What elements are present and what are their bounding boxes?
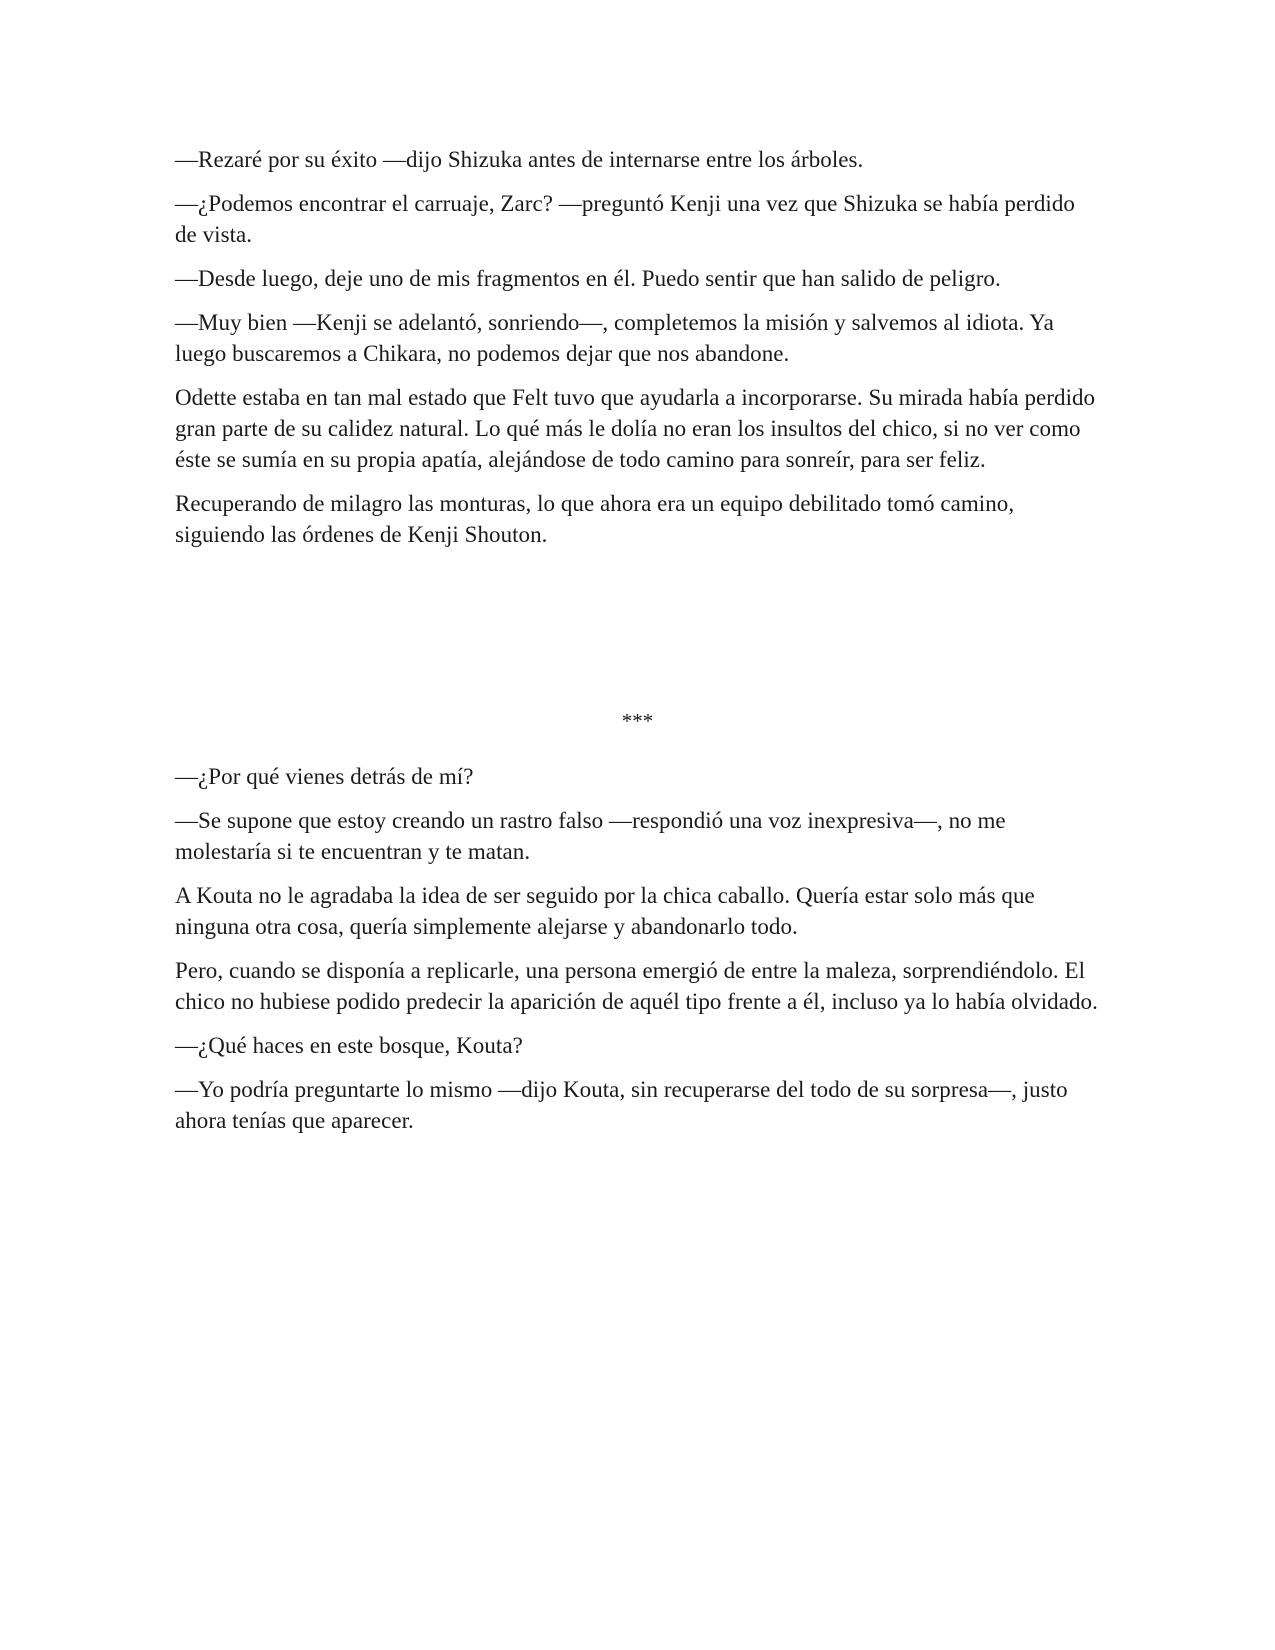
text-block-after-break <box>175 761 1100 1149</box>
scene-break: *** <box>621 709 654 733</box>
paragraph: Pero, cuando se disponía a replicarle, una persona emergió de entre la maleza, sorprendiéndolo. El chico no hubiese podido predecir la aparición de aquél tipo frente a él, incluso ya lo había olvidado. <box>175 958 1098 1014</box>
paragraph: Odette estaba en tan mal estado que Felt tuvo que ayudarla a incorporarse. Su mirada había perdido gran parte de su calidez natural. Lo qué más le dolía no eran los insultos del chico, si no ver como éste se sumía en su propia apatía, alejándose de todo camino para sonreír, para ser feliz. <box>175 385 1096 472</box>
paragraph: —Yo podría preguntarte lo mismo —dijo Kouta, sin recuperarse del todo de su sorpresa—, justo ahora tenías que aparecer. <box>175 1077 1068 1133</box>
paragraph: —Desde luego, deje uno de mis fragmentos en él. Puedo sentir que han salido de peligro. <box>175 266 1001 291</box>
paragraph: —¿Podemos encontrar el carruaje, Zarc? —preguntó Kenji una vez que Shizuka se había perdido de vista. <box>175 191 1075 247</box>
paragraph: —Rezaré por su éxito —dijo Shizuka antes de internarse entre los árboles. <box>175 147 864 172</box>
paragraph: Recuperando de milagro las monturas, lo que ahora era un equipo debilitado tomó camino, siguiendo las órdenes de Kenji Shouton. <box>175 491 1015 547</box>
paragraph: —Muy bien —Kenji se adelantó, sonriendo—, completemos la misión y salvemos al idiota. Ya luego buscaremos a Chikara, no podemos dejar que nos abandone. <box>175 310 1054 366</box>
paragraph: —Se supone que estoy creando un rastro falso —respondió una voz inexpresiva—, no me molestaría si te encuentran y te matan. <box>175 808 1006 864</box>
paragraph: A Kouta no le agradaba la idea de ser seguido por la chica caballo. Quería estar solo más que ninguna otra cosa, quería simplemente alejarse y abandonarlo todo. <box>175 883 1035 939</box>
paragraph: —¿Qué haces en este bosque, Kouta? <box>175 1033 523 1058</box>
paragraph: —¿Por qué vienes detrás de mí? <box>175 764 474 789</box>
text-block-before-break <box>175 144 1100 563</box>
